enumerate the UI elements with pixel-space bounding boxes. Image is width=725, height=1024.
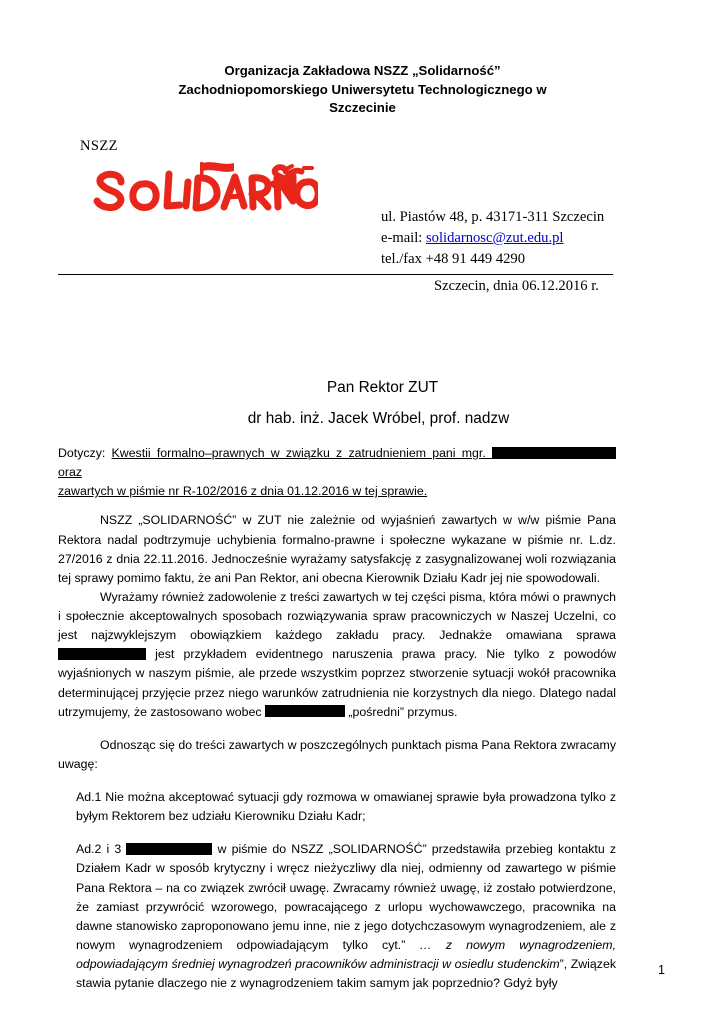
paragraph-1: NSZZ „SOLIDARNOŚĆ” w ZUT nie zależnie od wyjaśnień zawartych w w/w piśmie Pana Rektora nadal podtrzymuje uchybienia formalno-prawne i społeczne wykazane w piśmie nr. L.dz. 27/2016 z dnia 22.11.2016. Jednocześnie wyrażamy satysfakcję z zasygnalizowanej woli rozwiązania tej sprawy pomimo faktu, że ani Pan Rektor, ani obecna Kierownik Działu Kadr jej nie spowodowali. [58,513,616,585]
nszz-abbrev-label: NSZZ [80,138,118,155]
sender-address-block [381,207,604,270]
header-divider [58,274,613,275]
email-label: e-mail: [381,230,426,247]
recipient-block [58,376,613,430]
paragraph-3: Odnosząc się do treści zawartych w poszczególnych punktach pisma Pana Rektora zwracamy uwagę: [58,737,616,771]
item-ad2-prefix: Ad.2 i 3 [76,842,127,857]
item-ad2-part-1: w piśmie do NSZZ „SOLIDARNOŚĆ” przedstawiła przebieg kontaktu z Działem Kadr w sposób krytyczny i wręcz nieżyczliwy dla niej, odmienny od zawartego w piśmie Pana Rektora – na co związek zwrócił uwagę. Zwracamy również uwagę, iż zostało potwierdzone, że zamiast przywrócić wzorowego, powracającego z urlopu wychowawczego, pracownika na dawne stanowisko zaproponowano jemu inne, nie z jego dotychczasowym wynagrodzeniem, ale z nowym wynagrodzeniem odpowiadającym tylko cyt.” [76,842,616,952]
page-number: 1 [658,963,665,977]
subject-text-2: oraz [58,465,83,480]
redaction-block [492,447,616,459]
paragraph-2 [58,588,616,722]
paragraph-2-part-b: jest przykładem evidentnego naruszenia prawa pracy. Nie tylko z powodów wyjaśnionych w naszym piśmie, ale przede wszystkim poprzez stworzenie sytuacji wokół pracownika determinującej przyjęcie przez niego warunków zatrudnienia nie korzystnych dla niego. Dlatego nadal utrzymujemy, że zastosowano wobec [58,647,616,719]
redaction-block [265,705,345,717]
subject-line-2: zawartych w piśmie nr R-102/2016 z dnia 01.12.2016 w tej sprawie. [58,484,428,499]
paragraph-2-part-a: Wyrażamy również zadowolenie z treści zawartych w tej części pisma, która mówi o prawnych i społecznie akceptowalnych sposobach rozwiązywania spraw pracowniczych w Naszej Uczelni, co jest najzwyklejszym obowiązkiem każdego zakładu pracy. Jednakże omawiana sprawa [58,589,616,643]
item-ad1: Ad.1 Nie można akceptować sytuacji gdy rozmowa w omawianej sprawie była prowadzona tylko z byłym Rektorem bez udziału Kierowniku Działu Kadr; [76,790,616,824]
paragraph-2-part-c: „pośredni” przymus. [344,704,458,719]
header-line-3: Szczecinie [329,100,396,116]
document-header [116,62,609,118]
item-ad2-part-2: ”, Związek stawia pytanie dlaczego nie z wynagrodzeniem takim samym jak poprzednio? Gdyż były [76,957,616,991]
subject-text-1: Kwestii formalno–prawnych w związku z zatrudnieniem pani mgr. [111,446,492,460]
redaction-block [126,843,212,855]
header-line-2: Zachodniopomorskiego Uniwersytetu Technologicznego w [178,81,547,97]
subject-prefix: Dotyczy: [58,446,112,460]
redaction-block [58,648,146,660]
subject-line [58,444,616,482]
address-phone: tel./fax +48 91 449 4290 [381,251,526,268]
address-street: ul. Piastów 48, p. 43171-311 Szczecin [381,209,605,225]
header-line-1: Organizacja Zakładowa NSZZ „Solidarność” [224,63,501,78]
email-link[interactable]: solidarnosc@zut.edu.pl [425,230,564,247]
recipient-name: dr hab. inż. Jacek Wróbel, prof. nadzw [247,410,510,428]
recipient-title: Pan Rektor ZUT [326,379,439,396]
document-body [58,444,616,993]
solidarnosc-logo-icon [88,160,318,222]
item-ad2-quote: … z nowym wynagrodzeniem, odpowiadającym średniej wynagrodzeń pracowników administracji w osiedlu studenckim [76,937,616,971]
address-email-line [381,228,604,249]
dateline: Szczecin, dnia 06.12.2016 r. [434,278,599,294]
